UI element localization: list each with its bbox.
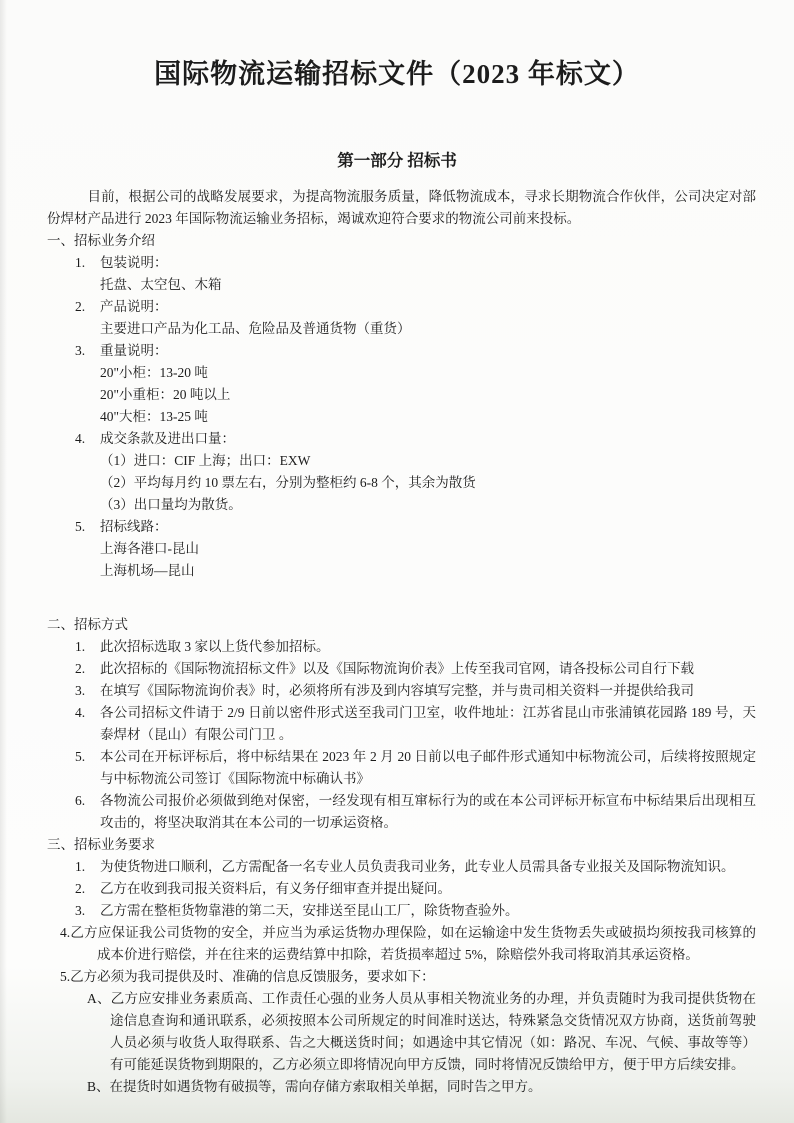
list-item-text: 各物流公司报价必须做到绝对保密，一经发现有相互窜标行为的或在本公司评标开标宣布中标结果后出现相互攻击的，将坚决取消其在本公司的一切承运资格。 xyxy=(100,793,756,830)
list-subline: 20"小重柜：20 吨以上 xyxy=(100,387,231,402)
lettered-item-marker: B、 xyxy=(87,1079,110,1094)
list-item-number: 3. xyxy=(75,903,86,918)
list-item xyxy=(47,790,756,834)
list-item-text: 乙方在收到我司报关资料后，有义务仔细审查并提出疑问。 xyxy=(100,881,451,896)
lettered-item xyxy=(47,988,756,1076)
section3-heading: 三、招标业务要求 xyxy=(47,837,155,852)
list-item-number: 6. xyxy=(75,793,86,808)
list-subline: 20"小柜：13-20 吨 xyxy=(100,365,208,380)
list-item-number: 2. xyxy=(75,881,86,896)
list-subline: 上海机场—昆山 xyxy=(100,563,195,578)
list-item-text: 此次招标的《国际物流招标文件》以及《国际物流询价表》上传至我司官网，请各投标公司自行下载 xyxy=(100,661,694,676)
list-item-text: 在填写《国际物流询价表》时，必须将所有涉及到内容填写完整，并与贵司相关资料一并提供给我司 xyxy=(100,683,694,698)
list-item-number: 1. xyxy=(75,255,86,270)
doc-body xyxy=(47,186,756,1098)
list-item-number: 4. xyxy=(75,705,86,720)
list-item-number: 3. xyxy=(75,343,86,358)
list-subline: 上海各港口-昆山 xyxy=(100,541,199,556)
list-item-number: 2. xyxy=(75,299,86,314)
list-item-text: 成交条款及进出口量： xyxy=(100,431,235,446)
flush-paragraph: 5.乙方必须为我司提供及时、准确的信息反馈服务，要求如下： xyxy=(60,969,435,984)
list-item-text: 乙方需在整柜货物靠港的第二天，安排送至昆山工厂，除货物查验外。 xyxy=(100,903,519,918)
list-item-text: 招标线路： xyxy=(100,519,168,534)
lettered-item-text: 乙方应安排业务素质高、工作责任心强的业务人员从事相关物流业务的办理，并负责随时为我司提供货物在途信息查询和通讯联系，必须按照本公司所规定的时间准时送达，特殊紧急交货情况双方协商，送货前驾驶人员必须与收货人取得联系、告之大概送货时间；如遇途中其它情况（如：路况、车况、气候、事故等等）有可能延误货物到期限的，乙方必须立即将情况向甲方反馈，同时将情况反馈给甲方，便于甲方后续安排。 xyxy=(110,991,756,1072)
list-item-text: 本公司在开标评标后，将中标结果在 2023 年 2 月 20 日前以电子邮件形式通知中标物流公司，后续将按照规定与中标物流公司签订《国际物流中标确认书》 xyxy=(100,749,756,786)
list-item-number: 3. xyxy=(75,683,86,698)
list-subline: （3）出口量均为散货。 xyxy=(100,497,242,512)
list-subline: （1）进口：CIF 上海；出口：EXW xyxy=(100,453,311,468)
list-item-number: 4. xyxy=(75,431,86,446)
list-item xyxy=(47,516,756,538)
flush-paragraph: 4.乙方应保证我公司货物的安全，并应当为承运货物办理保险，如在运输途中发生货物丢失或破损均须按我司核算的成本价进行赔偿，并在往来的运费结算中扣除，若货损率超过 5%，除赔偿外我司将取消其承运资格。 xyxy=(60,925,756,962)
doc-title: 国际物流运输招标文件（2023 年标文） xyxy=(154,59,640,89)
lettered-item-text: 在提货时如遇货物有破损等，需向存储方索取相关单据，同时告之甲方。 xyxy=(109,1079,542,1094)
list-subline: （2）平均每月约 10 票左右，分别为整柜约 6-8 个，其余为散货 xyxy=(100,475,476,490)
section2-heading: 二、招标方式 xyxy=(47,617,128,632)
list-item xyxy=(47,900,756,922)
list-item xyxy=(47,658,756,680)
list-item-number: 1. xyxy=(75,639,86,654)
list-item xyxy=(47,252,756,274)
list-item xyxy=(47,636,756,658)
list-item xyxy=(47,296,756,318)
list-item-text: 包装说明： xyxy=(100,255,168,270)
list-item-number: 2. xyxy=(75,661,86,676)
list-item-number: 5. xyxy=(75,749,86,764)
list-subline: 主要进口产品为化工品、危险品及普通货物（重货） xyxy=(100,321,411,336)
list-item xyxy=(47,340,756,362)
list-subline: 40"大柜：13-25 吨 xyxy=(100,409,208,424)
list-item-text: 重量说明： xyxy=(100,343,168,358)
list-item xyxy=(47,746,756,790)
list-item xyxy=(47,680,756,702)
list-item-number: 5. xyxy=(75,519,86,534)
list-item xyxy=(47,856,756,878)
list-item-number: 1. xyxy=(75,859,86,874)
list-item-text: 此次招标选取 3 家以上货代参加招标。 xyxy=(100,639,330,654)
section1-heading: 一、招标业务介绍 xyxy=(47,233,155,248)
intro-paragraph: 目前，根据公司的战略发展要求，为提高物流服务质量，降低物流成本，寻求长期物流合作伙伴，公司决定对部份焊材产品进行 2023 年国际物流运输业务招标，竭诚欢迎符合要求的物流公司前来投标。 xyxy=(47,189,756,226)
list-subline: 托盘、太空包、木箱 xyxy=(100,277,222,292)
list-item xyxy=(47,702,756,746)
list-item xyxy=(47,878,756,900)
list-item-text: 为使货物进口顺利，乙方需配备一名专业人员负责我司业务，此专业人员需具备专业报关及国际物流知识。 xyxy=(100,859,735,874)
list-item xyxy=(47,428,756,450)
list-item-text: 各公司招标文件请于 2/9 日前以密件形式送至我司门卫室，收件地址：江苏省昆山市张浦镇花园路 189 号，天泰焊材（昆山）有限公司门卫 。 xyxy=(100,705,756,742)
lettered-item xyxy=(47,1076,756,1098)
lettered-item-marker: A、 xyxy=(87,991,111,1006)
part-heading: 第一部分 招标书 xyxy=(337,151,457,170)
list-item-text: 产品说明： xyxy=(100,299,168,314)
